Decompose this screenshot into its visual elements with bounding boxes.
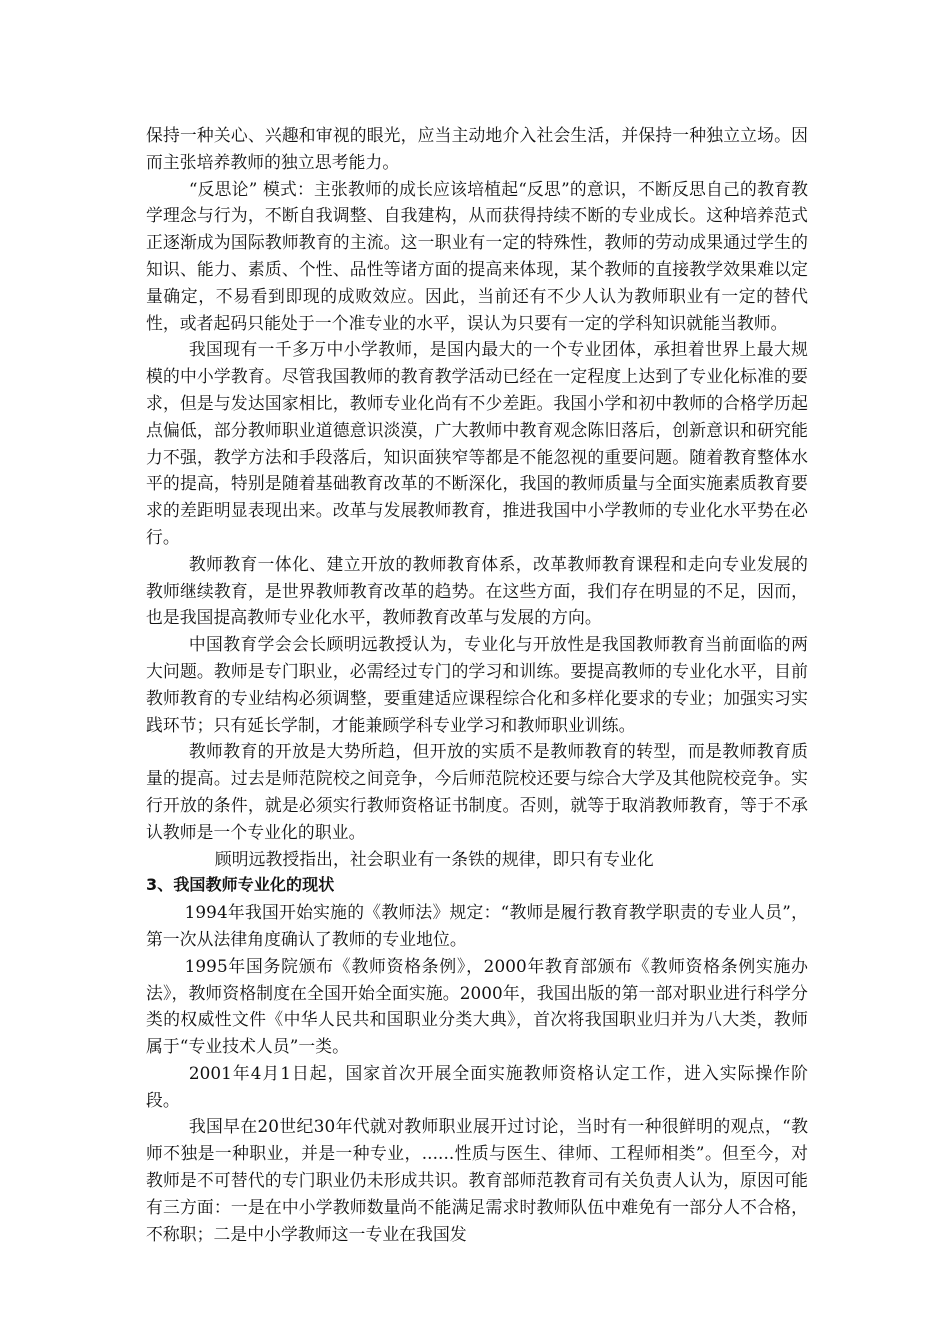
paragraph-qualification-regulations: 1995年国务院颁布《教师资格条例》，2000年教育部颁布《教师资格条例实施办法》，教师资格制度在全国开始全面实施。2000年，我国出版的第一部对职业进行科学分类的权威性文件《中华人民共和国职业分类大典》，首次将我国职业归并为八大类，教师属于“专业技术人员”一类。 — [146, 955, 808, 1057]
paragraph-teacher-population: 我国现有一千多万中小学教师，是国内最大的一个专业团体，承担着世界上最大规模的中小学教育。尽管我国教师的教育教学活动已经在一定程度上达到了专业化标准的要求，但是与发达国家相比，教师专业化尚有不少差距。我国小学和初中教师的合格学历起点偏低，部分教师职业道德意识淡漠，广大教师中教育观念陈旧落后，创新意识和研究能力不强，教学方法和手段落后，知识面狭窄等都是不能忽视的重要问题。随着教育整体水平的提高，特别是随着基础教育改革的不断深化，我国的教师质量与全面实施素质教育要求的差距明显表现出来。改革与发展教师教育，推进我国中小学教师的专业化水平势在必行。 — [146, 339, 808, 547]
paragraph-gu-mingyuan-view: 中国教育学会会长顾明远教授认为，专业化与开放性是我国教师教育当前面临的两大问题。教师是专门职业，必需经过专门的学习和训练。要提高教师的专业化水平，目前教师教育的专业结构必须调整，要重建适应课程综合化和多样化要求的专业；加强实习实践环节；只有延长学制，才能兼顾学科专业学习和教师职业训练。 — [146, 634, 808, 735]
paragraph-2001-certification: 2001年4月1日起，国家首次开展全面实施教师资格认定工作，进入实际操作阶段。 — [146, 1062, 808, 1110]
paragraph-independent-stance: 保持一种关心、兴趣和审视的眼光，应当主动地介入社会生活，并保持一种独立立场。因而主张培养教师的独立思考能力。 — [146, 125, 808, 172]
paragraph-history-discussion: 我国早在20世纪30年代就对教师职业展开过讨论，当时有一种很鲜明的观点，“教师不独是一种职业，并是一种专业，......性质与医生、律师、工程师相类”。但至今，对教师是不可替代的专门职业仍未形成共识。教育部师范教育司有关负责人认为，原因可能有三方面：一是在中小学教师数量尚不能满足需求时教师队伍中难免有一部分人不合格，不称职；二是中小学教师这一专业在我国发 — [146, 1116, 808, 1244]
paragraph-reflection-model: “反思论” 模式：主张教师的成长应该培植起“反思”的意识，不断反思自己的教育教学理念与行为，不断自我调整、自我建构，从而获得持续不断的专业成长。这种培养范式正逐渐成为国际教师教育的主流。这一职业有一定的特殊性，教师的劳动成果通过学生的知识、能力、素质、个性、品性等诸方面的提高来体现，某个教师的直接教学效果难以定量确定，不易看到即现的成败效应。因此，当前还有不少人认为教师职业有一定的替代性，或者起码只能处于一个准专业的水平，误认为只要有一定的学科知识就能当教师。 — [146, 178, 808, 333]
paragraph-gu-mingyuan-rule: 顾明远教授指出，社会职业有一条铁的规律，即只有专业化 — [214, 848, 654, 869]
paragraph-teacher-law: 1994年我国开始实施的《教师法》规定：“教师是履行教育教学职责的专业人员”，第一次从法律角度确认了教师的专业地位。 — [146, 902, 808, 949]
paragraph-openness: 教师教育的开放是大势所趋，但开放的实质不是教师教育的转型，而是教师教育质量的提高。过去是师范院校之间竞争，今后师范院校还要与综合大学及其他院校竞争。实行开放的条件，就是必须实行教师资格证书制度。否则，就等于取消教师教育，等于不承认教师是一个专业化的职业。 — [146, 741, 808, 842]
document-page — [146, 122, 808, 1247]
section-heading: 3、我国教师专业化的现状 — [146, 875, 335, 895]
paragraph-integration-trend: 教师教育一体化、建立开放的教师教育体系，改革教师教育课程和走向专业发展的教师继续教育，是世界教师教育改革的趋势。在这些方面，我们存在明显的不足，因而，也是我国提高教师专业化水平，教师教育改革与发展的方向。 — [146, 553, 808, 628]
